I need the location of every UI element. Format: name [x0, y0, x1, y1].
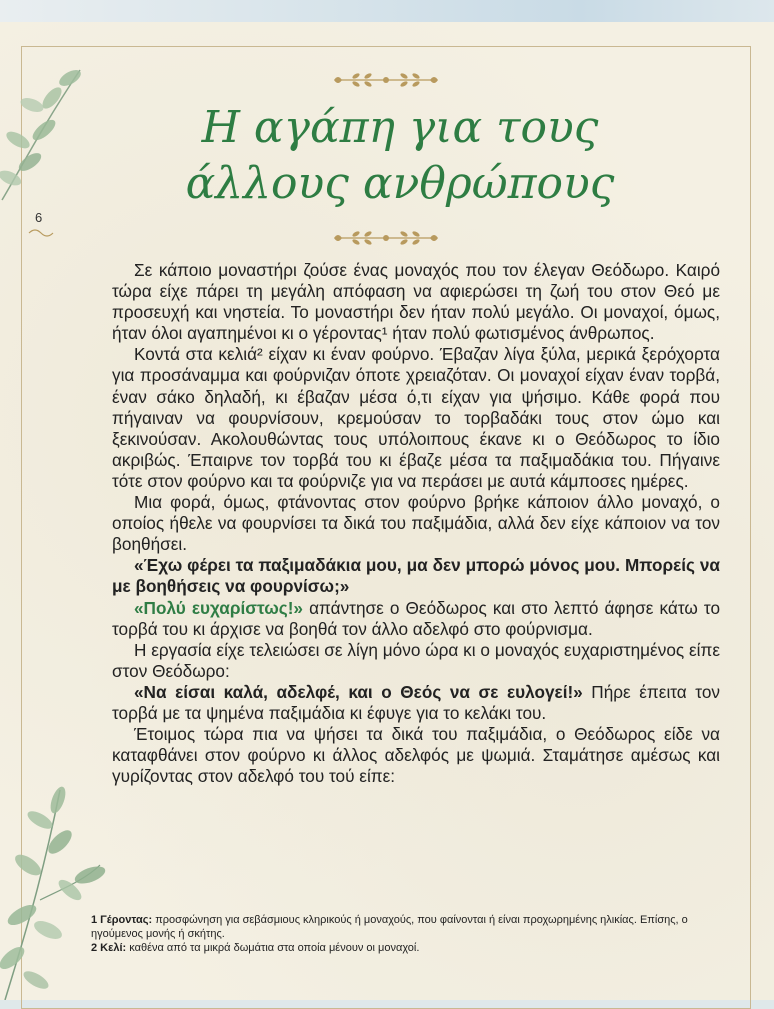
story-body	[112, 260, 720, 787]
paragraph: Η εργασία είχε τελειώσει σε λίγη μόνο ώρα κι ο μοναχός ευχαριστημένος είπε στον Θεόδωρο:	[112, 639, 720, 681]
dialogue-paragraph	[112, 682, 720, 724]
ornament-divider-bottom	[330, 228, 442, 248]
dialogue-paragraph	[112, 555, 720, 597]
dialogue-quote: «Έχω φέρει τα παξιμαδάκια μου, μα δεν μπορώ μόνος μου. Μπορείς να με βοηθήσεις να φουρνίσω;»	[112, 555, 720, 597]
footnote-1	[91, 913, 731, 941]
dialogue-paragraph	[112, 598, 720, 640]
dialogue-rest: Πήρε έπειτα τον τορβά με τα ψημένα παξιμάδια κι έφυγε για το κελάκι του.	[112, 681, 720, 723]
leaf-branch-bottom-icon	[0, 780, 110, 1000]
footnote-text: προσφώνηση για σεβάσμιους κληρικούς ή μοναχούς, που φαίνονται ή είναι προχωρημένης ηλικίας. Επίσης, ο ηγούμενος μονής ή σκήτης.	[91, 914, 688, 940]
footnote-label: 1 Γέροντας:	[91, 914, 153, 926]
leaf-branch-top-icon	[0, 60, 95, 210]
title-line-2: άλλους ανθρώπους	[185, 158, 615, 209]
footnote-2	[91, 941, 731, 955]
dialogue-quote: «Να είσαι καλά, αδελφέ, και ο Θεός να σε ευλογεί!»	[134, 681, 583, 702]
dialogue-quote-green: «Πολύ ευχαρίστως!»	[134, 597, 303, 618]
title-line-1: Η αγάπη για τους	[201, 102, 599, 153]
paragraph: Έτοιμος τώρα πια να ψήσει τα δικά του παξιμάδια, ο Θεόδωρος είδε να καταφθάνει στον φούρνο κι άλλος αδελφός με ψωμιά. Σταμάτησε αμέσως και γυρίζοντας στον αδελφό του τού είπε:	[112, 724, 720, 787]
footnotes	[91, 913, 731, 955]
page-number: 6	[35, 210, 43, 225]
paragraph: Κοντά στα κελιά² είχαν κι έναν φούρνο. Έβαζαν λίγα ξύλα, μερικά ξερόχορτα για προσάναμμα και φούρνιζαν όποτε χρειαζόταν. Οι μοναχοί είχαν έναν τορβά, έναν σάκο δηλαδή, κι έβαζαν μέσα ό,τι είχαν για ψήσιμο. Κάθε φορά που πήγαιναν να φουρνίσουν, κρεμούσαν το τορβαδάκι τους στον ώμο και ξεκινούσαν. Ακολουθώντας τους υπόλοιπους έκανε κι ο Θεόδωρος το ίδιο ακριβώς. Έπαιρνε τον τορβά του κι έβαζε μέσα τα παξιμαδάκια του. Πήγαινε τότε στον φούρνο και τα φούρνιζε για να περάσει με αυτά κάμποσες ημέρες.	[112, 344, 720, 491]
dialogue-rest: απάντησε ο Θεόδωρος και στο λεπτό άφησε κάτω το τορβά του κι άρχισε να βοηθά τον άλλο αδελφό στο φούρνισμα.	[112, 597, 720, 639]
footnote-label: 2 Κελί:	[91, 942, 127, 954]
footnote-text: καθένα από τα μικρά δωμάτια στα οποία μένουν οι μοναχοί.	[126, 942, 420, 954]
page-title	[120, 100, 680, 212]
paragraph: Σε κάποιο μοναστήρι ζούσε ένας μοναχός που τον έλεγαν Θεόδωρο. Καιρό τώρα είχε πάρει τη μεγάλη απόφαση να αφιερώσει τη ζωή του στον Θεό με προσευχή και νηστεία. Το μοναστήρι δεν ήταν πολύ μεγάλο. Οι μοναχοί, όμως, ήταν όλοι αγαπημένοι κι ο γέροντας¹ ήταν πολύ φωτισμένος άνθρωπος.	[112, 260, 720, 344]
ornament-divider-top	[330, 70, 442, 90]
page-number-swirl-icon	[28, 228, 54, 238]
paragraph: Μια φορά, όμως, φτάνοντας στον φούρνο βρήκε κάποιον άλλο μοναχό, ο οποίος ήθελε να φουρνίσει τα δικά του παξιμάδια, αλλά δεν είχε κάποιον να τον βοηθήσει.	[112, 492, 720, 555]
